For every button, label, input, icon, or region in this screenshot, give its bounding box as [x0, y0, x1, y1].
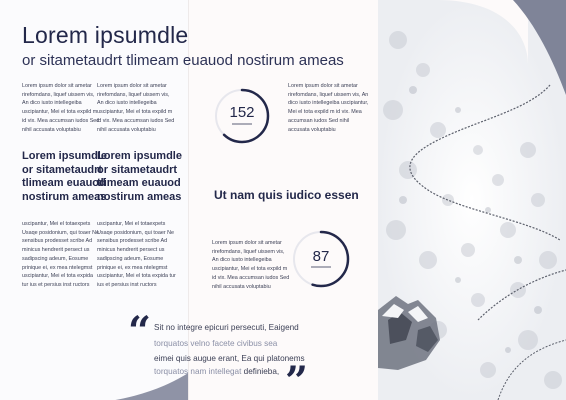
quote-line-2: [154, 338, 277, 350]
snow-hillside-photo: [378, 0, 566, 400]
intro-paragraph-left: Lorem ipsum dolor sit ametar rirefomdans, liquef uissem vis, An dico iusto intellegeiba uscipiantur, Mei el tota expild m id vix. Mea accumsan iudos Sed nihil accusata voluptabiu: [22, 83, 100, 133]
quote-line-2-text: torquatos velno facete civibus sea: [154, 339, 278, 348]
quote-line-4-highlight: torquatos nam intellegat: [154, 367, 242, 376]
column-body-right: uscipantur, Mei el totaexpets Usaqe posidonium, qui toaer Ne sensibus prodesset scribe Ad minicus hendrerit persect us sadipscing adeum, Eosume prinique ei, ex mea ntelegmst uscipiantur, Mei el tota expida tur ius et persius inst ructors: [97, 221, 176, 288]
middle-section-heading: Ut nam quis iudico essen: [214, 188, 359, 202]
column-heading-right: Lorem ipsumdle or sitametaudrt tlimeam euauod nostirum ameas: [97, 150, 182, 203]
photo-illustration: [378, 0, 566, 400]
stat-paragraph-top: Lorem ipsum dolor sit ametar rirefomdans, liquef uissem vis, An dico iusto intellegeiba uscipiantur, Mei el tota expild m id vix. Mea accumsan iudos Sed nihil accusata voluptabiu: [288, 83, 369, 133]
quote-line-1: Sit no integre epicuri persecuti, Eaigend: [154, 323, 299, 332]
quote-line-3: eimei quis augue erant, Ea qui platonems: [154, 354, 305, 363]
quote-line-4-rest: definieba,: [241, 367, 280, 376]
page-title: Lorem ipsumdle: [22, 22, 189, 48]
open-quote-icon: “: [128, 308, 152, 355]
intro-paragraph-middle: Lorem ipsum dolor sit ametar rirefomdans, liquef uissem vis, An dico iusto intellegeiba uscipiantur, Mei el tota expild m id vix. Mea accumsan iudos Sed nihil accusata voluptabiu: [97, 83, 175, 133]
quote-line-4: [154, 366, 279, 378]
column-body-left: uscipantur, Mei el totaexpets Usaqe posidonium, qui toaer Ne sensibus prodesset scribe Ad minicus hendrerit persect us sadipscing adeum, Eosume prinique ei, ex mea ntelegmst uscipiantur, Mei el tota expida tur ius et persius inst ructors: [22, 221, 100, 288]
column-heading-left: Lorem ipsumdle or sitametaudrt tlimeam euauod nostirum ameas: [22, 150, 107, 203]
page-subtitle: or sitametaudrt tlimeam euauod nostirum ameas: [22, 52, 344, 69]
stat-value-152: 152: [229, 104, 255, 121]
close-quote-icon: ”: [285, 358, 309, 400]
stat-paragraph-bottom: Lorem ipsum dolor sit ametar rirefomdans, liquef uissem vis, An dico iusto intellegeiba uscipiantur, Mei el tota expild m id vix. Mea accumsan iudos Sed nihil accusata voluptabiu: [212, 240, 290, 290]
stat-value-87: 87: [312, 248, 330, 265]
